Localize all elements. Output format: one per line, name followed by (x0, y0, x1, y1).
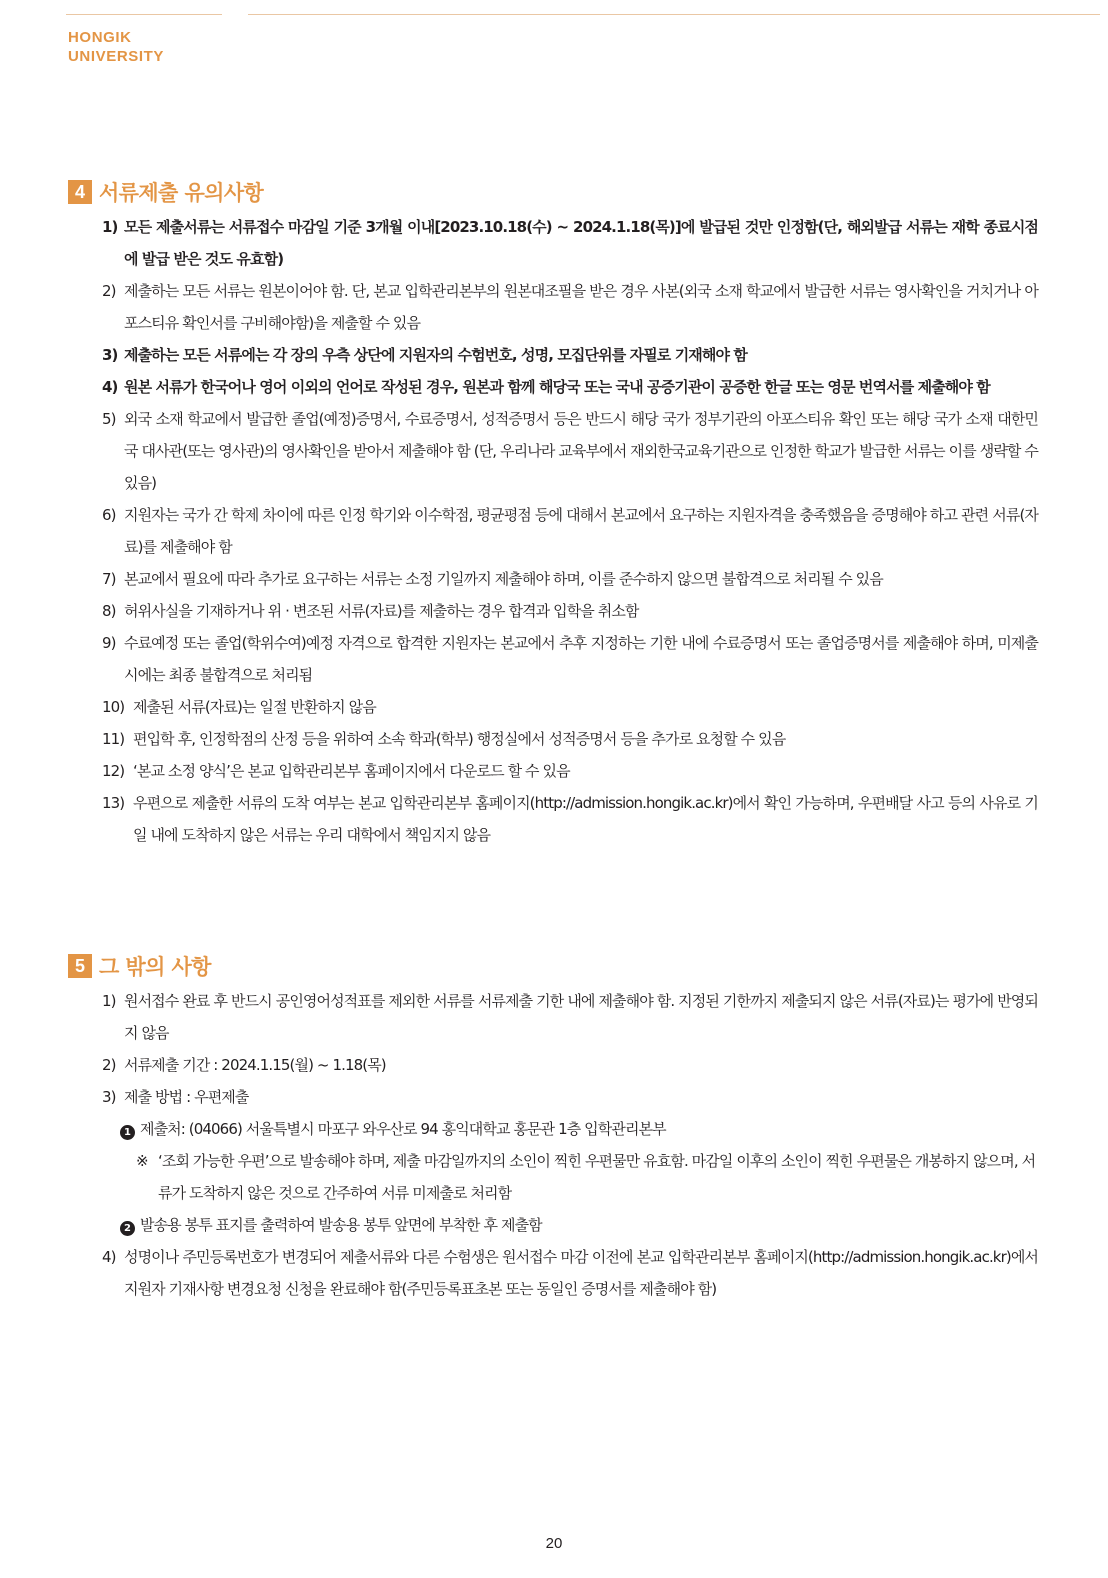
section-4-number-badge: 4 (68, 180, 92, 204)
item-text: 수료예정 또는 졸업(학위수여)예정 자격으로 합격한 지원자는 본교에서 추후 지정하는 기한 내에 수료증명서 또는 졸업증명서를 제출해야 하며, 미제출 시에는 최종 불합격으로 처리됨 (124, 634, 1038, 684)
sub-item (120, 1113, 1038, 1145)
item-text: 제출된 서류(자료)는 일절 반환하지 않음 (133, 698, 376, 716)
item-number: 1) (102, 992, 116, 1010)
list-item (68, 1049, 1038, 1081)
item-number: 2) (102, 1056, 116, 1074)
header-rule-right (248, 14, 1100, 15)
item-text: 제출하는 모든 서류에는 각 장의 우측 상단에 지원자의 수험번호, 성명, 모집단위를 자필로 기재해야 함 (124, 346, 747, 364)
list-item (68, 723, 1038, 755)
university-logo-text (68, 28, 164, 66)
sub-item-text: 발송용 봉투 표지를 출력하여 발송용 봉투 앞면에 부착한 후 제출함 (140, 1216, 542, 1234)
list-item (68, 595, 1038, 627)
section-4-heading (68, 177, 1038, 207)
section-4-title: 서류제출 유의사항 (99, 181, 264, 205)
circled-number-icon: 1 (120, 1125, 135, 1140)
sub-item-text: 제출처: (04066) 서울특별시 마포구 와우산로 94 홍익대학교 홍문관 1층 입학관리본부 (140, 1120, 666, 1138)
section-5-title: 그 밖의 사항 (99, 955, 211, 979)
item-number: 9) (102, 634, 116, 652)
item-number: 3) (102, 1088, 116, 1106)
list-item (68, 985, 1038, 1049)
section-5-list (68, 985, 1038, 1305)
note-item (136, 1145, 1038, 1209)
list-item (68, 211, 1038, 275)
header-rule-left (66, 14, 222, 15)
item-text: 편입학 후, 인정학점의 산정 등을 위하여 소속 학과(학부) 행정실에서 성적증명서 등을 추가로 요청할 수 있음 (133, 730, 786, 748)
list-item (68, 275, 1038, 339)
item-text: 성명이나 주민등록번호가 변경되어 제출서류와 다른 수험생은 원서접수 마감 이전에 본교 입학관리본부 홈페이지(http://admission.hongik.ac.kr)에서 지원자 기재사항 변경요청 신청을 완료해야 함(주민등록표초본 또는 동일인 증명서를 제출해야 함) (124, 1248, 1038, 1298)
circled-number-icon: 2 (120, 1221, 135, 1236)
item-text: 외국 소재 학교에서 발급한 졸업(예정)증명서, 수료증명서, 성적증명서 등은 반드시 해당 국가 정부기관의 아포스티유 확인 또는 해당 국가 소재 대한민국 대사관(또는 영사관)의 영사확인을 받아서 제출해야 함 (단, 우리나라 교육부에서 재외한국교육기관으로 인정한 학교가 발급한 서류는 이를 생략할 수 있음) (124, 410, 1038, 492)
item-text: 허위사실을 기재하거나 위 · 변조된 서류(자료)를 제출하는 경우 합격과 입학을 취소함 (124, 602, 639, 620)
item-number: 1) (102, 218, 118, 236)
list-item (68, 755, 1038, 787)
brand-line-2: UNIVERSITY (68, 48, 165, 65)
list-item (68, 787, 1038, 851)
section-4-list (68, 211, 1038, 851)
brand-line-1: HONGIK (68, 29, 132, 46)
list-item (68, 627, 1038, 691)
item-number: 6) (102, 506, 116, 524)
item-number: 10) (102, 698, 125, 716)
item-number: 7) (102, 570, 116, 588)
list-item (68, 339, 1038, 371)
section-5-heading (68, 951, 1038, 981)
item-text: 제출하는 모든 서류는 원본이어야 함. 단, 본교 입학관리본부의 원본대조필을 받은 경우 사본(외국 소재 학교에서 발급한 서류는 영사확인을 거치거나 아포스티유 확인서를 구비해야함)을 제출할 수 있음 (124, 282, 1038, 332)
section-5 (68, 951, 1038, 1305)
reference-mark-icon: ※ (136, 1152, 148, 1170)
section-4 (68, 177, 1038, 851)
item-number: 2) (102, 282, 116, 300)
list-item (68, 403, 1038, 499)
page-number: 20 (545, 1535, 563, 1552)
note-text: ‘조회 가능한 우편’으로 발송해야 하며, 제출 마감일까지의 소인이 찍힌 우편물만 유효함. 마감일 이후의 소인이 찍힌 우편물은 개봉하지 않으며, 서류가 도착하지 않은 것으로 간주하여 서류 미제출로 처리함 (158, 1152, 1036, 1202)
item-text: 서류제출 기간 : 2024.1.15(월) ~ 1.18(목) (124, 1056, 386, 1074)
item-text: 모든 제출서류는 서류접수 마감일 기준 3개월 이내[2023.10.18(수) ~ 2024.1.18(목)]에 발급된 것만 인정함(단, 해외발급 서류는 재학 종료시점에 발급 받은 것도 유효함) (124, 218, 1038, 268)
item-number: 11) (102, 730, 125, 748)
item-text: 우편으로 제출한 서류의 도착 여부는 본교 입학관리본부 홈페이지(http://admission.hongik.ac.kr)에서 확인 가능하며, 우편배달 사고 등의 사유로 기일 내에 도착하지 않은 서류는 우리 대학에서 책임지지 않음 (133, 794, 1038, 844)
item-text: 원본 서류가 한국어나 영어 이외의 언어로 작성된 경우, 원본과 함께 해당국 또는 국내 공증기관이 공증한 한글 또는 영문 번역서를 제출해야 함 (124, 378, 990, 396)
item-number: 12) (102, 762, 125, 780)
item-text: 원서접수 완료 후 반드시 공인영어성적표를 제외한 서류를 서류제출 기한 내에 제출해야 함. 지정된 기한까지 제출되지 않은 서류(자료)는 평가에 반영되지 않음 (124, 992, 1038, 1042)
item-number: 8) (102, 602, 116, 620)
item-text: ‘본교 소정 양식’은 본교 입학관리본부 홈페이지에서 다운로드 할 수 있음 (133, 762, 570, 780)
list-item (68, 691, 1038, 723)
list-item (68, 1081, 1038, 1113)
item-number: 4) (102, 1248, 116, 1266)
item-number: 5) (102, 410, 116, 428)
item-number: 4) (102, 378, 118, 396)
item-text: 본교에서 필요에 따라 추가로 요구하는 서류는 소정 기일까지 제출해야 하며, 이를 준수하지 않으면 불합격으로 처리될 수 있음 (124, 570, 883, 588)
list-item (68, 371, 1038, 403)
list-item (68, 563, 1038, 595)
sub-item (120, 1209, 1038, 1241)
item-number: 3) (102, 346, 118, 364)
section-5-number-badge: 5 (68, 954, 92, 978)
list-item (68, 499, 1038, 563)
list-item (68, 1241, 1038, 1305)
item-text: 제출 방법 : 우편제출 (124, 1088, 249, 1106)
item-text: 지원자는 국가 간 학제 차이에 따른 인정 학기와 이수학점, 평균평점 등에 대해서 본교에서 요구하는 지원자격을 충족했음을 증명해야 하고 관련 서류(자료)를 제출해야 함 (124, 506, 1038, 556)
item-number: 13) (102, 794, 125, 812)
